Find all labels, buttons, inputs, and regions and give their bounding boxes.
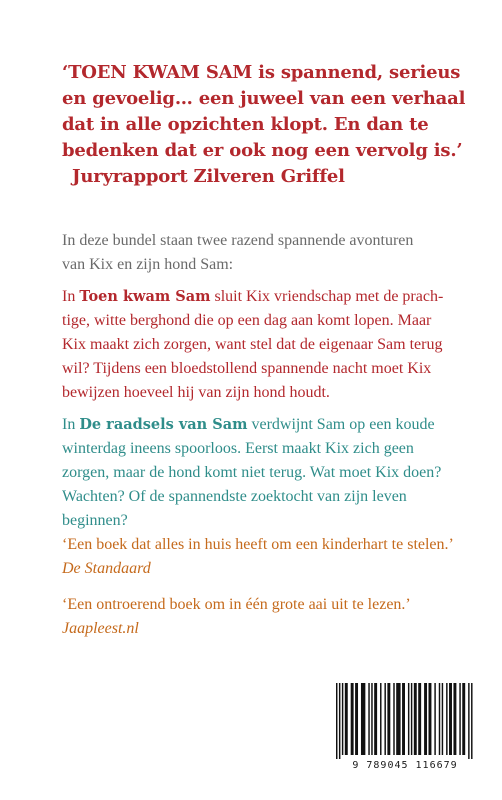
story-1-line-4: wil? Tijdens een bloedstollend spannende nacht moet Kix xyxy=(62,360,432,377)
jury-quote-line-1: ‘TOEN KWAM SAM is spannend, serieus xyxy=(62,62,461,83)
barcode-bar xyxy=(361,683,365,755)
review-2-quote: ‘Een ontroerend boek om in één grote aai uit te lezen.’ xyxy=(62,596,411,613)
barcode-bar xyxy=(434,683,435,755)
review-2-source: Jaapleest.nl xyxy=(62,620,139,637)
intro-line-1: In deze bundel staan twee razend spannende avonturen xyxy=(62,232,414,249)
story-2-line-1: In De raadsels van Sam verdwijnt Sam op een koude xyxy=(62,416,435,433)
review-1 xyxy=(62,533,462,581)
review-1-quote: ‘Een boek dat alles in huis heeft om een kinderhart te stelen.’ xyxy=(62,536,454,553)
barcode-bar xyxy=(449,683,452,755)
barcode-bar xyxy=(374,683,377,755)
barcode-bar xyxy=(351,683,354,755)
story-2-paragraph xyxy=(62,413,462,533)
barcode-bar xyxy=(408,683,409,755)
jury-quote-title: TOEN KWAM SAM xyxy=(68,62,253,83)
isbn-barcode xyxy=(330,683,480,759)
story-1-line-1: In Toen kwam Sam sluit Kix vriendschap met de prach- xyxy=(62,288,444,305)
isbn-number: 9 789045 116679 xyxy=(352,760,458,771)
barcode-bar xyxy=(462,683,465,755)
jury-quote-line-4: bedenken dat er ook nog een vervolg is.’ xyxy=(62,140,463,161)
barcode-bar xyxy=(459,683,460,755)
story-2-line-2: winterdag ineens spoorloos. Eerst maakt Kix zich geen xyxy=(62,440,414,457)
barcode-bar xyxy=(414,683,417,755)
review-2 xyxy=(62,593,462,641)
barcode-bar xyxy=(339,683,340,759)
story-1-line-5: bewijzen hoeveel hij van zijn hond houdt. xyxy=(62,384,330,401)
review-1-source: De Standaard xyxy=(62,560,151,577)
story-2-title: De raadsels van Sam xyxy=(79,416,248,433)
barcode-bar xyxy=(471,683,472,759)
intro-line-2: van Kix en zijn hond Sam: xyxy=(62,256,234,273)
story-2-line-5: beginnen? xyxy=(62,512,128,529)
barcode-bar xyxy=(442,683,443,755)
barcode-bar xyxy=(336,683,337,759)
barcode-bar xyxy=(380,683,381,755)
barcode-bar xyxy=(342,683,343,755)
story-2-line-3: zorgen, maar de hond komt niet terug. Wat moet Kix doen? xyxy=(62,464,442,481)
barcode-bar xyxy=(396,683,400,755)
story-1-paragraph xyxy=(62,285,462,405)
barcode-bar xyxy=(402,683,405,755)
jury-quote-source: Juryrapport Zilveren Griffel xyxy=(72,166,345,187)
barcode-bar xyxy=(393,683,394,755)
barcode-bar xyxy=(439,683,440,755)
barcode-bars xyxy=(330,683,480,759)
intro-paragraph xyxy=(62,229,462,277)
barcode-bar xyxy=(428,683,431,755)
barcode-bar xyxy=(387,683,390,755)
jury-quote-line-3: dat in alle opzichten klopt. En dan te xyxy=(62,114,429,135)
barcode-bar xyxy=(418,683,421,755)
story-1-line-3: Kix maakt zich zorgen, want stel dat de eigenaar Sam terug xyxy=(62,336,443,353)
barcode-bar xyxy=(384,683,385,755)
barcode-bar xyxy=(368,683,369,755)
barcode-bar xyxy=(355,683,358,755)
barcode-bar xyxy=(468,683,469,759)
barcode-bar xyxy=(446,683,447,755)
jury-quote xyxy=(62,60,482,190)
barcode-bar xyxy=(424,683,427,755)
barcode-bar xyxy=(411,683,412,755)
jury-quote-line-2: en gevoelig… een juweel van een verhaal xyxy=(62,88,466,109)
barcode-bar xyxy=(371,683,372,755)
barcode-bar xyxy=(345,683,348,755)
story-1-title: Toen kwam Sam xyxy=(79,288,211,305)
story-2-line-4: Wachten? Of de spannendste zoektocht van zijn leven xyxy=(62,488,407,505)
barcode-bar xyxy=(453,683,456,755)
story-1-line-2: tige, witte berghond die op een dag aan komt lopen. Maar xyxy=(62,312,432,329)
